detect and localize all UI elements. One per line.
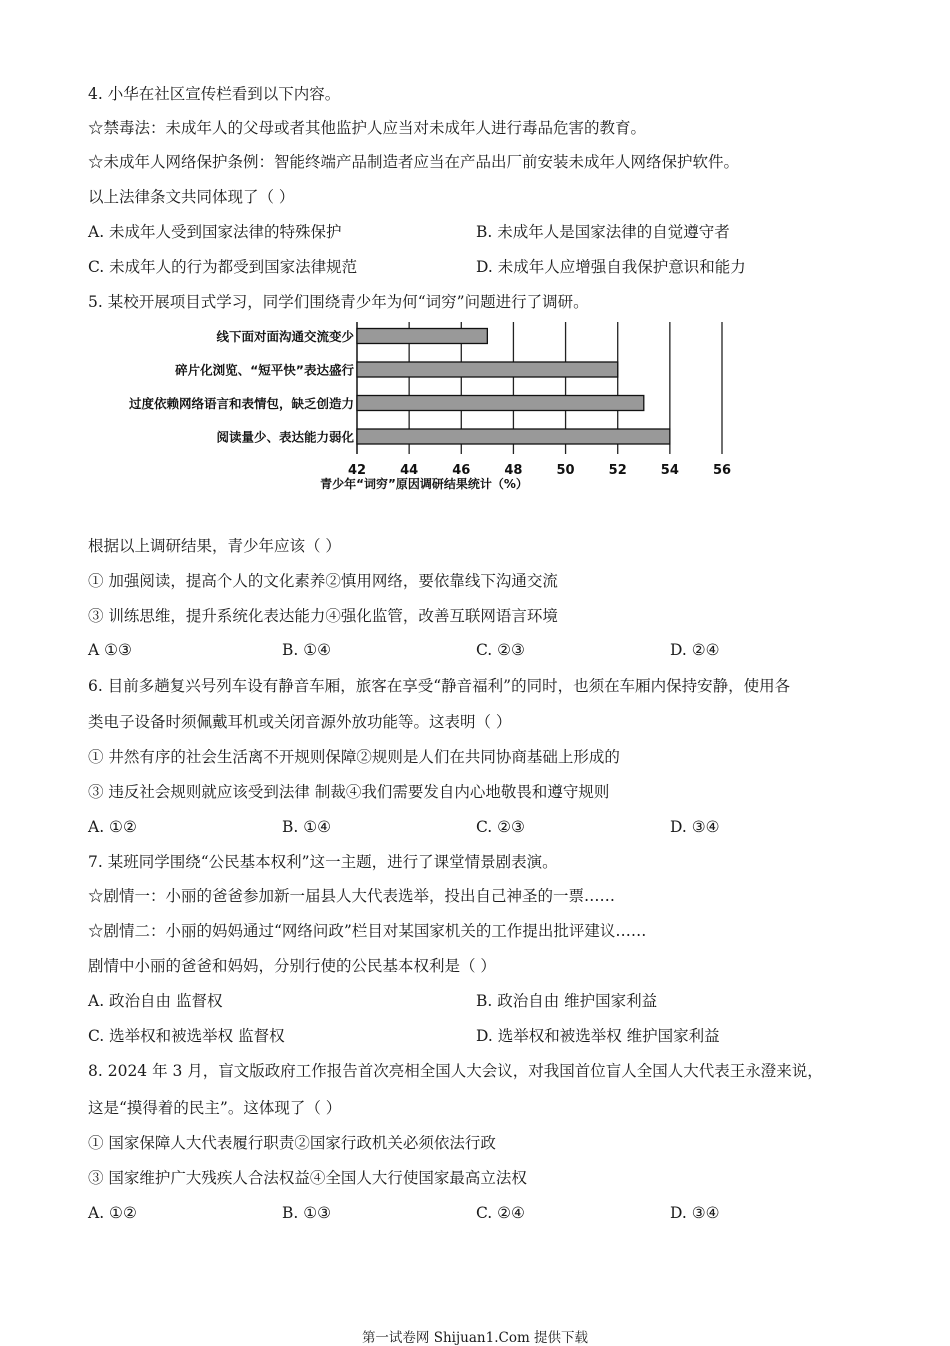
tick-label-54: 54 [660, 463, 679, 478]
q6-option-a: A. ①② [88, 818, 137, 836]
q8-option-c: C. ②④ [476, 1204, 525, 1222]
chart-tick-labels [348, 463, 731, 478]
bar-4 [357, 429, 670, 444]
q4-option-a: A. 未成年人受到国家法律的特殊保护 [88, 223, 342, 241]
q7-stem: 7. 某班同学围绕“公民基本权利”这一主题，进行了课堂情景剧表演。 [88, 853, 558, 871]
q6-stem-line-1: 6. 目前多趟复兴号列车设有静音车厢，旅客在享受“静音福利”的同时，也须在车厢内保持安静，使用各 [88, 677, 791, 695]
q5-statement-1: ① 加强阅读，提高个人的文化素养②慎用网络，要依靠线下沟通交流 [88, 572, 558, 590]
survey-bar-chart [88, 316, 748, 496]
chart-x-axis-label: 青少年“词穷”原因调研结果统计（%） [320, 477, 528, 491]
category-label-2: 碎片化浏览、“短平快”表达盛行 [175, 362, 354, 378]
q8-statement-2: ③ 国家维护广大残疾人合法权益④全国人大行使国家最高立法权 [88, 1169, 527, 1187]
tick-label-42: 42 [347, 463, 367, 478]
chart-category-labels [129, 329, 355, 445]
q8-stem-line-2: 这是“摸得着的民主”。这体现了（ ） [88, 1099, 342, 1117]
category-label-4: 阅读量少、表达能力弱化 [216, 429, 354, 445]
category-label-1: 线下面对面沟通交流变少 [216, 329, 354, 344]
q6-option-c: C. ②③ [476, 818, 525, 836]
q7-question: 剧情中小丽的爸爸和妈妈，分别行使的公民基本权利是（ ） [88, 957, 496, 975]
q6-stem-line-2: 类电子设备时须佩戴耳机或关闭音源外放功能等。这表明（ ） [88, 713, 512, 731]
q7-option-a: A. 政治自由 监督权 [88, 992, 223, 1010]
page-footer: 第一试卷网 Shijuan1.Com 提供下载 [361, 1330, 589, 1346]
q7-option-b: B. 政治自由 维护国家利益 [476, 992, 658, 1010]
q5-option-b: B. ①④ [282, 641, 332, 659]
tick-label-46: 46 [452, 463, 471, 478]
q8-option-b: B. ①③ [282, 1204, 332, 1222]
q6-option-b: B. ①④ [282, 818, 332, 836]
q5-option-a: A ①③ [88, 641, 132, 659]
q4-option-d: D. 未成年人应增强自我保护意识和能力 [476, 258, 746, 276]
tick-label-50: 50 [556, 463, 575, 478]
q4-option-b: B. 未成年人是国家法律的自觉遵守者 [476, 223, 730, 241]
q8-option-d: D. ③④ [670, 1204, 720, 1222]
q5-stem: 5. 某校开展项目式学习，同学们围绕青少年为何“词穷”问题进行了调研。 [88, 293, 589, 311]
tick-label-52: 52 [608, 463, 627, 478]
q6-statement-1: ① 井然有序的社会生活离不开规则保障②规则是人们在共同协商基础上形成的 [88, 748, 620, 766]
q5-question: 根据以上调研结果，青少年应该（ ） [88, 537, 341, 555]
q7-option-d: D. 选举权和被选举权 维护国家利益 [476, 1027, 720, 1045]
q5-option-d: D. ②④ [670, 641, 720, 659]
bar-2 [357, 362, 618, 377]
tick-label-44: 44 [400, 463, 419, 478]
q6-statement-2: ③ 违反社会规则就应该受到法律 制裁④我们需要发自内心地敬畏和遵守规则 [88, 783, 610, 801]
tick-label-56: 56 [712, 463, 732, 478]
bar-1 [357, 329, 487, 344]
q8-option-a: A. ①② [88, 1204, 137, 1222]
q4-item-2: ☆未成年人网络保护条例：智能终端产品制造者应当在产品出厂前安装未成年人网络保护软件。 [88, 153, 740, 171]
q8-statement-1: ① 国家保障人大代表履行职责②国家行政机关必须依法行政 [88, 1134, 496, 1152]
q4-stem: 4. 小华在社区宣传栏看到以下内容。 [88, 85, 341, 103]
q4-question: 以上法律条文共同体现了（ ） [88, 188, 295, 206]
q7-option-c: C. 选举权和被选举权 监督权 [88, 1027, 285, 1045]
q4-option-c: C. 未成年人的行为都受到国家法律规范 [88, 258, 358, 276]
q4-item-1: ☆禁毒法：未成年人的父母或者其他监护人应当对未成年人进行毒品危害的教育。 [88, 119, 647, 137]
tick-label-48: 48 [504, 463, 523, 478]
bar-3 [357, 396, 644, 411]
q7-scene-1: ☆剧情一：小丽的爸爸参加新一届县人大代表选举，投出自己神圣的一票…… [88, 887, 616, 905]
q8-stem-line-1: 8. 2024 年 3 月，盲文版政府工作报告首次亮相全国人大会议，对我国首位盲人全国人大代表王永澄来说， [88, 1062, 823, 1080]
q6-option-d: D. ③④ [670, 818, 720, 836]
q5-option-c: C. ②③ [476, 641, 525, 659]
q5-statement-2: ③ 训练思维，提升系统化表达能力④强化监管，改善互联网语言环境 [88, 607, 558, 625]
category-label-3: 过度依赖网络语言和表情包，缺乏创造力 [128, 396, 354, 411]
q7-scene-2: ☆剧情二：小丽的妈妈通过“网络问政”栏目对某国家机关的工作提出批评建议…… [88, 922, 647, 940]
